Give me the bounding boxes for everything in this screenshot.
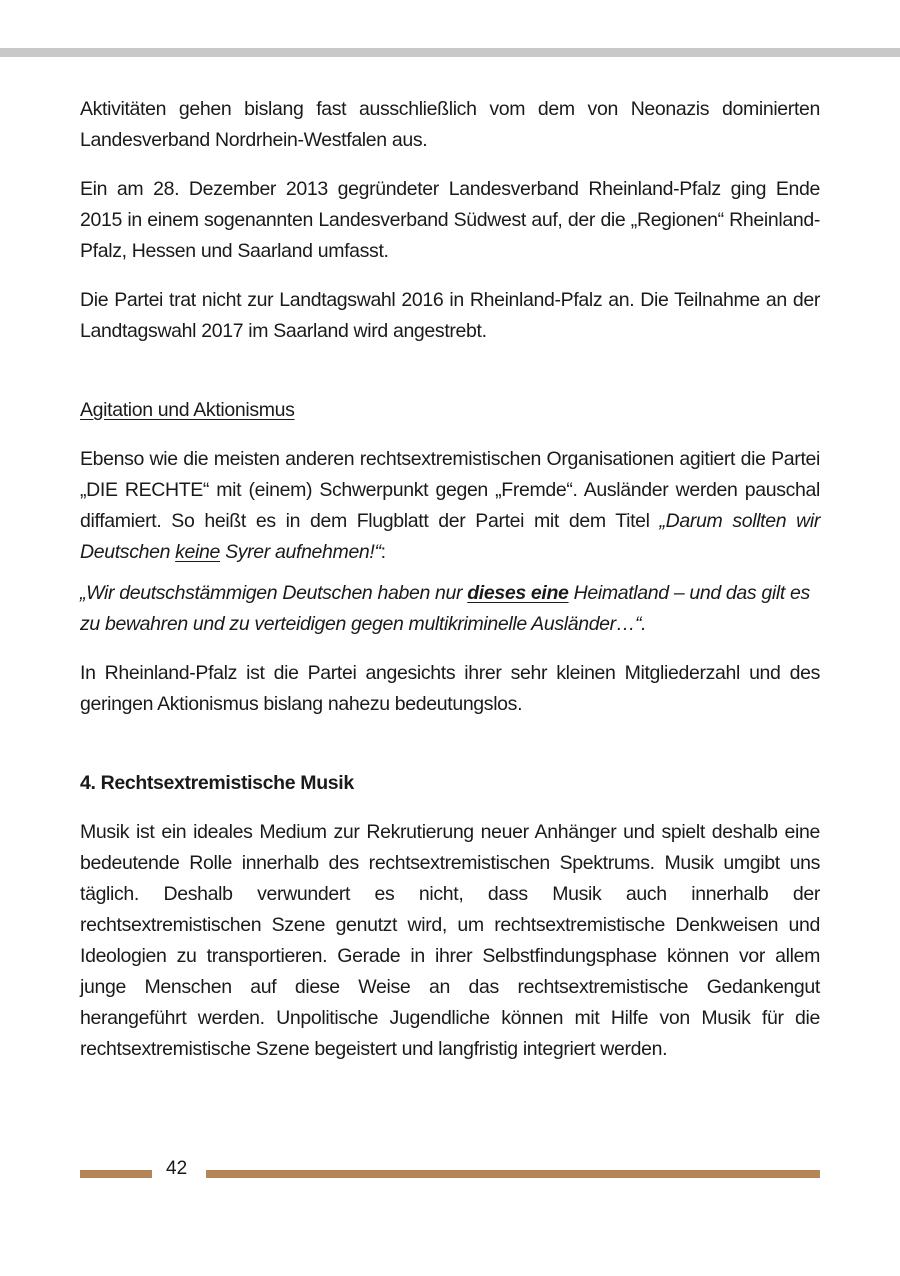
emphasis: dieses eine <box>467 582 569 604</box>
text: „Darum sollten wir Deutschen <box>80 510 820 563</box>
paragraph <box>80 444 820 568</box>
quote <box>80 578 820 640</box>
text: Syrer aufnehmen!“ <box>220 541 381 563</box>
paragraph: Aktivitäten gehen bislang fast ausschließlich vom dem von Neonazis dominierten Landesverband Nordrhein-Westfalen aus. <box>80 98 820 151</box>
paragraph: In Rheinland-Pfalz ist die Partei angesichts ihrer sehr kleinen Mitgliederzahl und des geringen Aktionismus bislang nahezu bedeutungslos. <box>80 662 820 715</box>
text: Ebenso wie die meisten anderen rechtsextremistischen Organisationen agitiert die Partei „DIE RECHTE“ mit (einem) Schwerpunkt gegen „Fremde“. Ausländer werden pauschal diffamiert. So heißt es in dem Flugblatt der Partei mit dem Titel <box>80 448 820 532</box>
paragraph: Musik ist ein ideales Medium zur Rekrutierung neuer Anhänger und spielt deshalb eine bedeutende Rolle innerhalb des rechtsextremistischen Spektrums. Musik umgibt uns täglich. Deshalb verwundert es nicht, dass Musik auch innerhalb der rechtsextremistischen Szene genutzt wird, um rechtsextremistische Denkweisen und Ideologien zu transportieren. Gerade in ihrer Selbstfindungsphase können vor allem junge Menschen auf diese Weise an das rechtsextremistische Gedankengut herangeführt werden. Unpolitische Jugendliche können mit Hilfe von Musik für die rechtsextremistische Szene begeistert und langfristig integriert werden. <box>80 821 820 1060</box>
page-number: 42 <box>166 1158 188 1179</box>
text: „Wir deutschstämmigen Deutschen haben nur <box>80 582 468 604</box>
top-rule <box>0 48 900 57</box>
paragraph: Die Partei trat nicht zur Landtagswahl 2016 in Rheinland-Pfalz an. Die Teilnahme an der Landtagswahl 2017 im Saarland wird angestrebt. <box>80 289 820 342</box>
underlined-text: keine <box>175 541 221 563</box>
text: : <box>380 541 386 563</box>
footer-rule-right <box>206 1170 820 1178</box>
section-heading: 4. Rechtsextremistische Musik <box>80 772 354 794</box>
footer-rule-left <box>80 1170 152 1178</box>
footer <box>80 1158 820 1179</box>
page-body <box>80 94 820 1083</box>
subheading: Agitation und Aktionismus <box>80 399 295 421</box>
text: Heimatland – und das gilt es zu bewahren und zu verteidigen gegen multikriminelle Ausländer…“. <box>80 582 810 635</box>
paragraph: Ein am 28. Dezember 2013 gegründeter Landesverband Rheinland-Pfalz ging Ende 2015 in einem sogenannten Landesverband Südwest auf, der die „Regionen“ Rheinland-Pfalz, Hessen und Saarland umfasst. <box>80 178 820 262</box>
